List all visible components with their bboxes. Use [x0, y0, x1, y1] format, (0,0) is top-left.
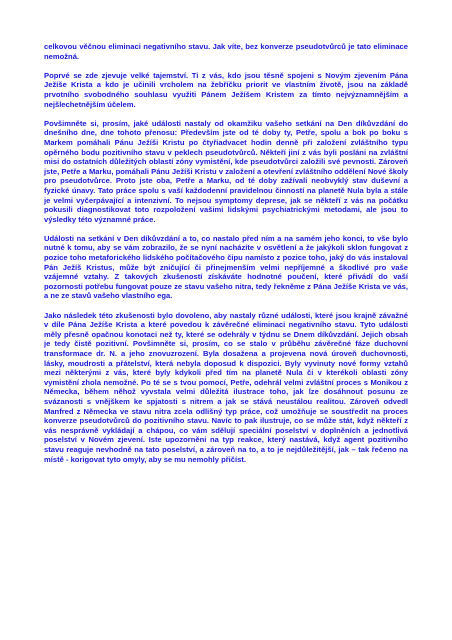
paragraph: Jako následek této zkušenosti bylo dovoleno, aby nastaly různé události, které jsou krajně závažné v díle Pána Ježíše Krista a které povedou k závěrečné eliminaci negativního stavu. Tyto události měly přesně opačnou konotaci než ty, které se odehrály v týdnu se Dnem díkůvzdání. Jejich obsah je tedy čistě pozitivní. Povšimněte si, prosím, co se stalo v průběhu závěrečné fáze duchovní transformace dr. N. a jeho znovuzrození. Byla dosažena a projevena nová úroveň duchovnosti, lásky, moudrosti a přátelství, která nebyla doposud k dispozici. Byly vyvinuty nové formy vztahů mezi některými z vás, které byly kdykoli před tím na planetě Nula či v kterékoli oblasti zóny vymistění zhola nemožné. Po té se s tvou pomocí, Petře, odehrál velmi zvláštní proces s Monikou z Německa, během něhož vyvstala velmi důležitá ilustrace toho, jak lze dosáhnout posunu ze svázanosti s vnějškem ke spjatosti s nitrem a jak se stává neustálou realitou. Zároveň odvedl Manfred z Německa ve stavu nitra zcela odlišný typ práce, což umožňuje se soustředit na proces konverze pseudotvůrců do pozitivního stavu. Navíc to pak ilustruje, co se může stát, když někteří z vás nesprávně vykládají a chápou, co vám sdělují speciální poselství v doplněních a jednotlivá poselství v Novém zjevení. Iste upozorněni na typ reakce, který nastává, když agent pozitivního stavu reaguje nevhodně na tato poselství, a zároveň na to, a to je nejdůležitější, jak – tak řečeno na místě - korigovat tyto omyly, aby se mu nemohly přičíst.: [44, 310, 408, 464]
paragraph: Povšimněte si, prosím, jaké události nastaly od okamžiku vašeho setkání na Den díkůvzdání do dnešního dne, dne tohoto přenosu: Především jste od té doby ty, Petře, spolu a bok po boku s Markem pomáhali Pánu Ježíši Kristu po čtyřiadvacet hodin denně při založení zvláštního typu opěrného bodu pozitivního stavu v peklech pseudotvůrců. Někteří jiní z vás byli posláni na zvláštní misi do ostatních důležitých oblastí zóny vymistění, kde pseudotvůrci založili své pevnosti. Zároveň jste, Petře a Marku, pomáhali Pánu Ježíši Kristu v založení a otevření zvláštního oddělení Nové školy pro pseudotvůrce. Proto jste oba, Petře a Marku, od té doby zažívali neobvyklý stav duševní a fyzické únavy. Tato práce spolu s vaší každodenní pravidelnou činností na planetě Nula byla a stále je velmi vyčerpávající a intenzivní. To nejsou symptomy deprese, jak se někteří z vás na počátku pokusili diagnostikovat toto rozpoložení vašimi lidskými psychiatrickými metodami, ale jsou to výsledky této významné práce.: [44, 118, 408, 224]
document-page: [44, 42, 408, 474]
paragraph: Poprvé se zde zjevuje velké tajemství. Ti z vás, kdo jsou těsně spojeni s Novým zjevením Pána Ježíše Krista a kdo je učinili vrcholem na žebříčku priorit ve vlastním životě, jsou na základě prvotního svobodného souhlasu využiti Pánem Ježíšem Kristem za tímto nejvýznamnějším a nejšlechetnějším účelem.: [44, 70, 408, 109]
paragraph: celkovou věčnou eliminaci negativního stavu. Jak víte, bez konverze pseudotvůrců je tato eliminace nemožná.: [44, 42, 408, 61]
paragraph: Události na setkání v Den díkůvzdání a to, co nastalo před ním a na samém jeho konci, to vše bylo nutné k tomu, aby se vám zobrazilo, že se nyní nacházíte v osvětlení a že jakýkoli sklon fungovat z pozice toho metaforického lidského počítačového čipu namísto z pozice toho, jaký do vás instaloval Pán Ježíš Kristus, může být zničující či přinejmenším velmi nepříjemné a škodlivé pro vaše vzájemné vztahy. Z takových zkušeností získáváte hodnotné poučení, které přivádí do vaší pozornosti potřebu fungovat pouze ze stavu vašeho nitra, tedy řekněme z Pána Ježíše Krista ve vás, a ne ze stavů vašeho vlastního ega.: [44, 233, 408, 301]
